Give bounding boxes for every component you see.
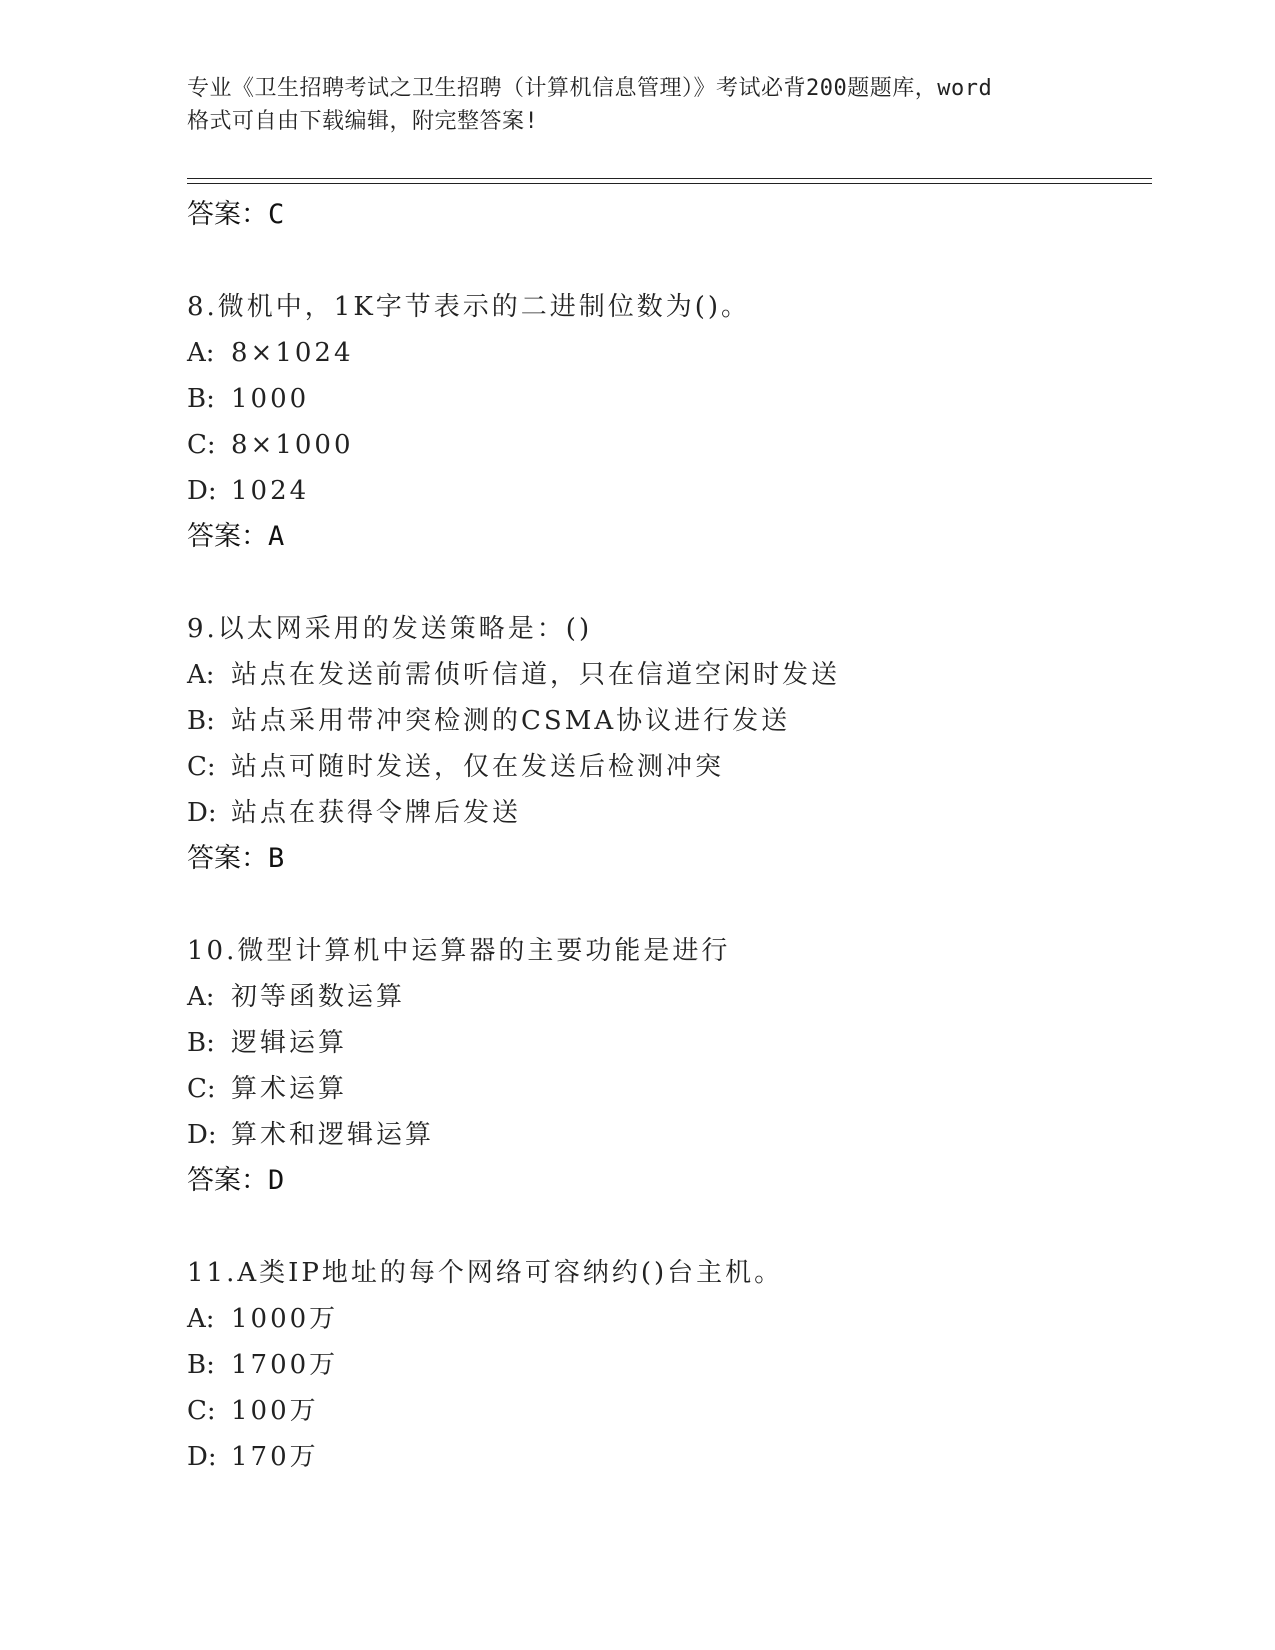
option-label: B:: [187, 1028, 215, 1058]
option-a: [187, 1296, 1147, 1342]
question-text: 8.微机中，1K字节表示的二进制位数为()。: [187, 292, 751, 322]
option-label: C:: [187, 752, 216, 782]
option-label: C:: [187, 1074, 216, 1104]
header-rule-bottom: [187, 183, 1152, 184]
question-10: [187, 928, 1147, 1204]
option-label: A:: [187, 338, 215, 368]
document-body: [187, 192, 1147, 1480]
option-text: 170万: [231, 1442, 319, 1472]
option-label: A:: [187, 1304, 215, 1334]
option-label: D:: [187, 1120, 217, 1150]
option-d: [187, 468, 1147, 514]
option-d: [187, 790, 1147, 836]
option-label: D:: [187, 798, 217, 828]
option-text: 1700万: [231, 1350, 339, 1380]
option-text: 站点在获得令牌后发送: [231, 798, 522, 828]
question-text: 10.微型计算机中运算器的主要功能是进行: [187, 936, 731, 966]
option-d: [187, 1112, 1147, 1158]
answer-line: 答案：D: [187, 1165, 285, 1196]
question-8: [187, 284, 1147, 560]
option-d: [187, 1434, 1147, 1480]
document-header: [187, 72, 1087, 138]
header-rule-top: [187, 178, 1152, 179]
option-b: [187, 698, 1147, 744]
option-text: 站点在发送前需侦听信道，只在信道空闲时发送: [231, 660, 841, 690]
option-text: 初等函数运算: [231, 982, 406, 1012]
option-label: D:: [187, 476, 217, 506]
option-c: [187, 744, 1147, 790]
option-text: 8×1000: [231, 430, 354, 460]
option-label: B:: [187, 706, 215, 736]
option-text: 站点可随时发送，仅在发送后检测冲突: [231, 752, 725, 782]
option-b: [187, 1342, 1147, 1388]
option-text: 站点采用带冲突检测的CSMA协议进行发送: [231, 706, 791, 736]
option-label: B:: [187, 384, 215, 414]
option-text: 算术运算: [231, 1074, 348, 1104]
option-c: [187, 1066, 1147, 1112]
option-text: 8×1024: [231, 338, 354, 368]
option-text: 1024: [231, 476, 310, 506]
answer-line: 答案：A: [187, 521, 285, 552]
option-c: [187, 422, 1147, 468]
option-b: [187, 1020, 1147, 1066]
option-text: 逻辑运算: [231, 1028, 348, 1058]
option-text: 算术和逻辑运算: [231, 1120, 435, 1150]
answer-line: 答案：B: [187, 843, 285, 874]
option-a: [187, 974, 1147, 1020]
question-11: [187, 1250, 1147, 1480]
option-text: 1000: [231, 384, 310, 414]
option-text: 1000万: [231, 1304, 339, 1334]
option-label: A:: [187, 660, 215, 690]
option-text: 100万: [231, 1396, 319, 1426]
header-line-1: 专业《卫生招聘考试之卫生招聘（计算机信息管理）》考试必背200题题库，word: [187, 76, 993, 101]
option-label: A:: [187, 982, 215, 1012]
option-label: C:: [187, 1396, 216, 1426]
option-c: [187, 1388, 1147, 1434]
question-text: 9.以太网采用的发送策略是：(): [187, 614, 593, 644]
option-label: D:: [187, 1442, 217, 1472]
question-9: [187, 606, 1147, 882]
question-text: 11.A类IP地址的每个网络可容纳约()台主机。: [187, 1258, 784, 1288]
option-label: C:: [187, 430, 216, 460]
answer-line: 答案：C: [187, 199, 285, 230]
option-b: [187, 376, 1147, 422]
header-line-2: 格式可自由下载编辑，附完整答案!: [187, 109, 539, 134]
option-a: [187, 330, 1147, 376]
option-label: B:: [187, 1350, 215, 1380]
option-a: [187, 652, 1147, 698]
